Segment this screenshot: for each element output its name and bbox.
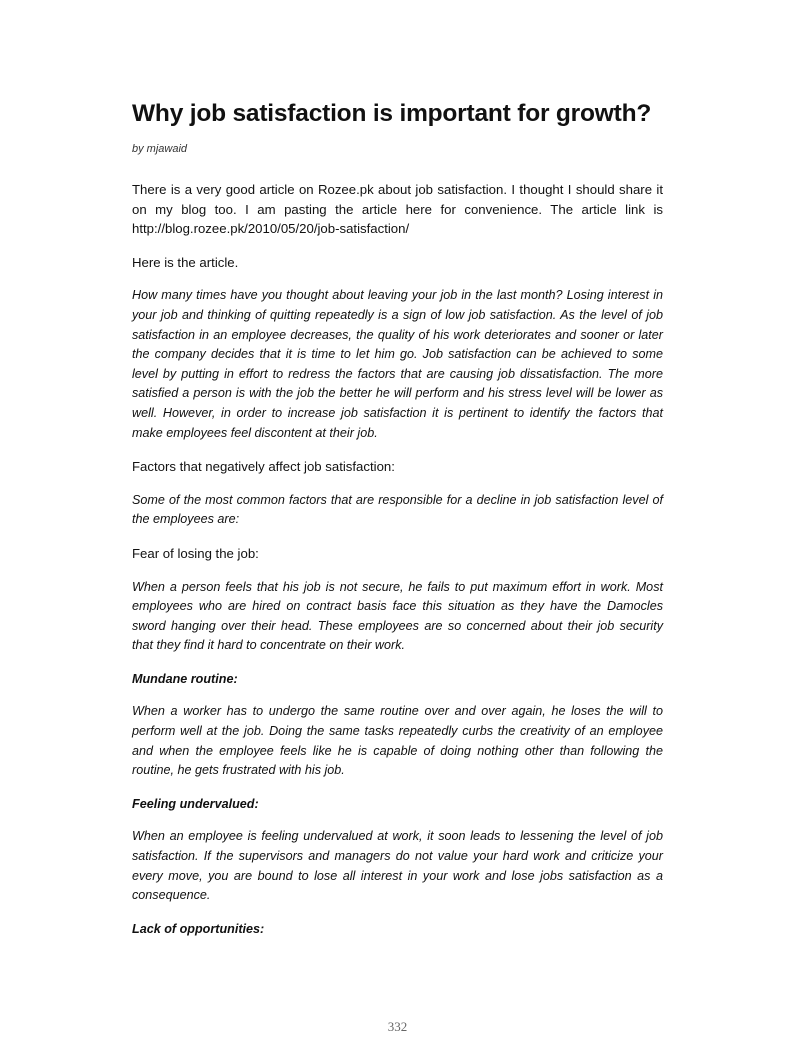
- subheading-lack-of-opportunities: Lack of opportunities:: [132, 921, 265, 936]
- page-number: 332: [387, 1019, 408, 1034]
- intro-paragraph: There is a very good article on Rozee.pk about job satisfaction. I thought I should share it on my blog too. I am pasting the article here for convenience. The article link is http://blog.rozee.pk/2010/05/20/job-satisfaction/: [132, 182, 663, 237]
- quoted-paragraph: When an employee is feeling undervalued at work, it soon leads to lessening the level of job satisfaction. If the supervisors and managers do not value your hard work and criticize your every move, you are bound to lose all interest in your work and lose jobs satisfaction as a consequence.: [132, 829, 663, 903]
- section-heading-factors: Factors that negatively affect job satisfaction:: [132, 459, 395, 475]
- quoted-paragraph: How many times have you thought about leaving your job in the last month? Losing interest in your job and thinking of quitting repeatedly is a sign of low job satisfaction. As the level of job satisfaction in an employee decreases, the quality of his work deteriorates and sooner or later the company decides that it is time to let him go. Job satisfaction can be achieved to some level by putting in effort to redress the factors that are causing job dissatisfaction. The more satisfied a person is with the job the better he will perform and his stress level will be lower as well. However, in order to increase job satisfaction it is pertinent to identify the factors that make employees feel discontent at their job.: [132, 288, 663, 440]
- section-heading-fear: Fear of losing the job:: [132, 545, 259, 561]
- quoted-paragraph: When a person feels that his job is not secure, he fails to put maximum effort in work. Most employees who are hired on contract basis face this situation as they have the Damocles sword hanging over their head. These employees are so concerned about their job security that they find it hard to concentrate on their work.: [132, 579, 663, 653]
- article: [132, 98, 663, 952]
- article-title: Why job satisfaction is important for growth?: [132, 100, 652, 127]
- subheading-mundane-routine: Mundane routine:: [132, 671, 238, 686]
- subheading-feeling-undervalued: Feeling undervalued:: [132, 796, 259, 811]
- intro-note: Here is the article.: [132, 254, 239, 270]
- quoted-paragraph: Some of the most common factors that are responsible for a decline in job satisfaction level of the employees are:: [132, 492, 663, 527]
- article-byline: by mjawaid: [132, 143, 188, 155]
- quoted-paragraph: When a worker has to undergo the same routine over and over again, he loses the will to perform well at the job. Doing the same tasks repeatedly curbs the creativity of an employee and when the employee feels like he is capable of doing nothing other than following the routine, he gets frustrated with his job.: [132, 704, 663, 778]
